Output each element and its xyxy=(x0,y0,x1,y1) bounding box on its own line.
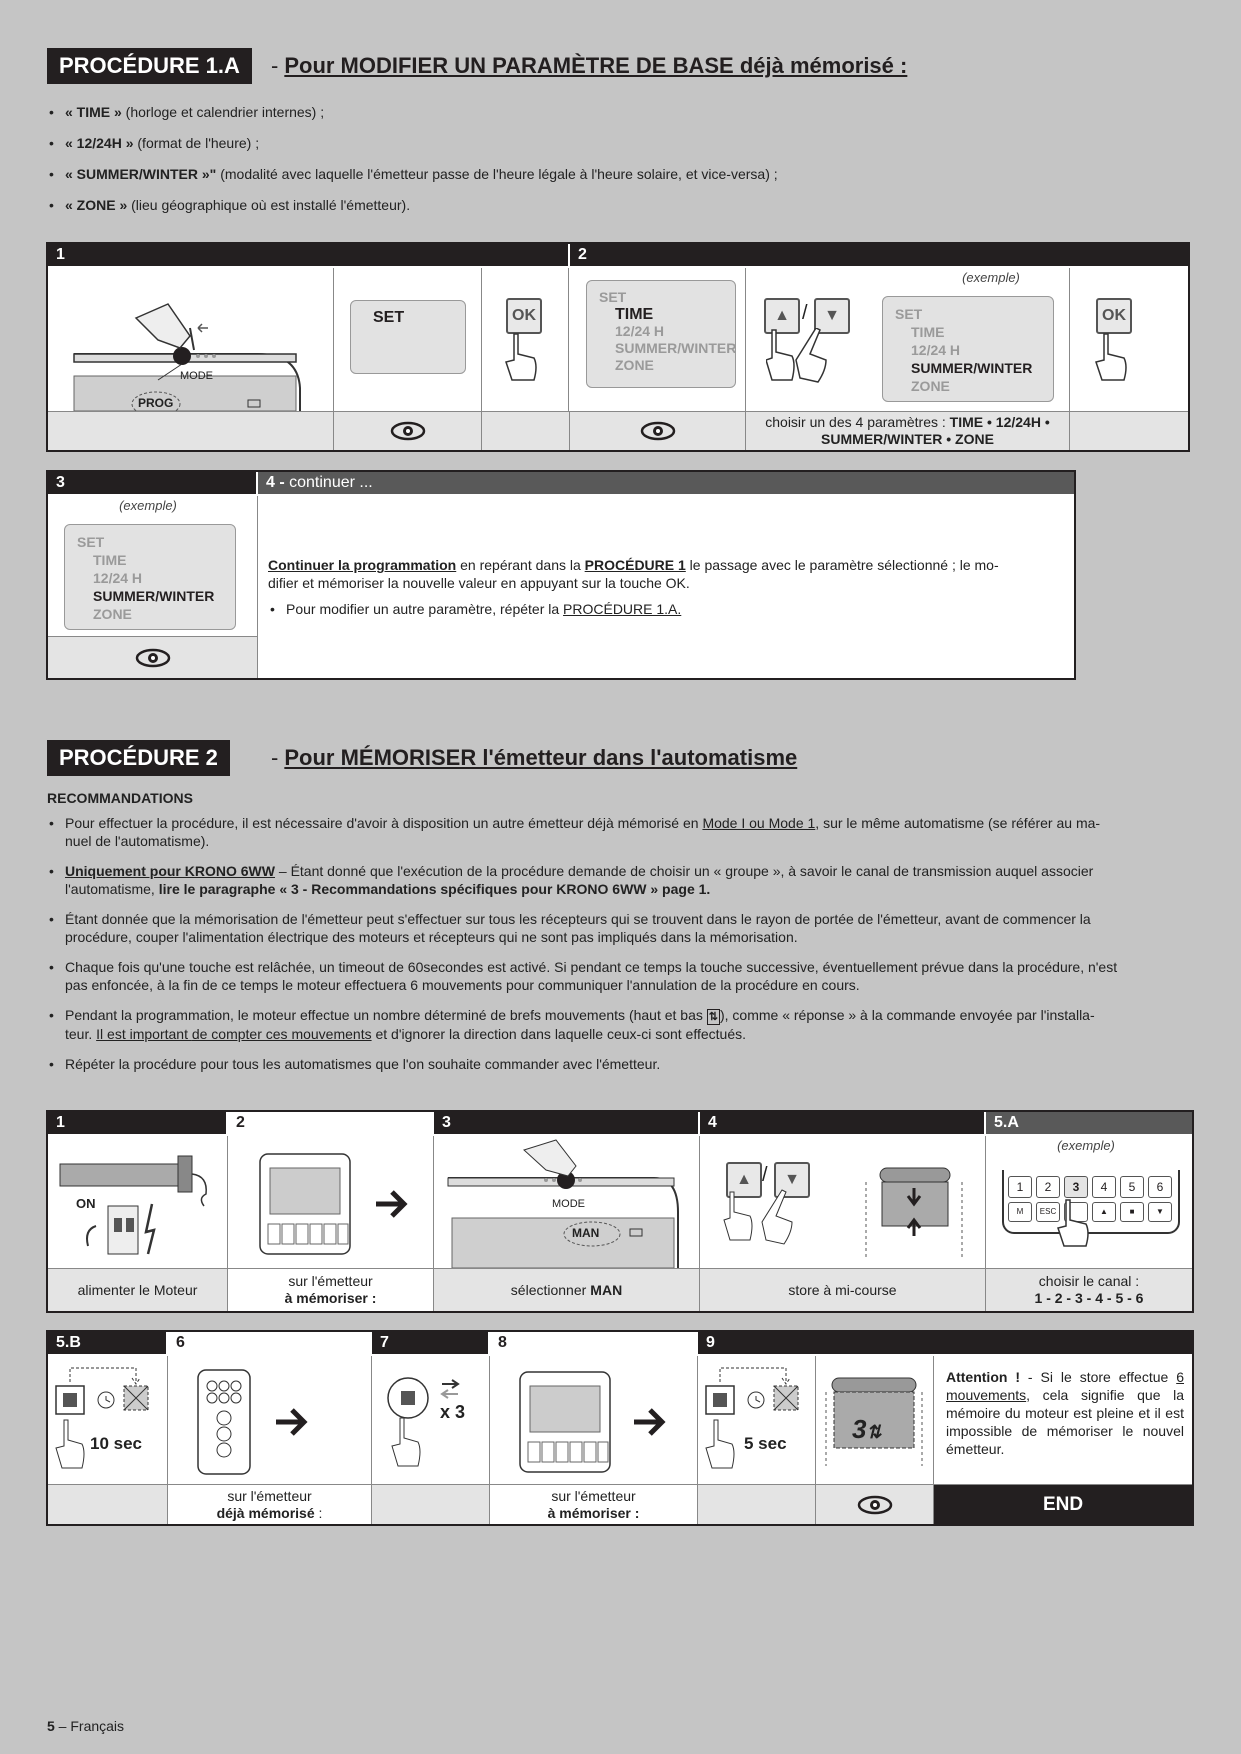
memorized-transmitter-icon xyxy=(168,1356,372,1484)
motor-power-icon xyxy=(48,1136,228,1268)
reco-5: • Pendant la programmation, le moteur effectue un nombre déterminé de brefs mouvements (haut et bas ⇅ ), comme « réponse » à la commande envoyée par l'installa- teur. Il est important de compter ces mouvements et d'ignorer la direction dans laquelle ceux-ci sont effectués. xyxy=(47,1006,1192,1043)
key-esc[interactable]: ESC xyxy=(1036,1202,1060,1222)
step-2-caption-b: choisir un des 4 paramètres : TIME • 12/24H • SUMMER/WINTER • ZONE xyxy=(746,411,1070,450)
bullet-time: • « TIME » (horloge et calendrier internes) ; xyxy=(47,103,1197,121)
step-2-menu-cell xyxy=(570,268,746,411)
procedure-2-badge: PROCÉDURE 2 xyxy=(47,740,230,776)
reco-1: • Pour effectuer la procédure, il est nécessaire d'avoir à disposition un autre émetteur déjà mémorisé en Mode I ou Mode 1, sur le même automatisme (se référer au ma- nuel de l'automatisme). xyxy=(47,814,1192,850)
p2-step-7-caption xyxy=(372,1484,490,1524)
p2-step-1-caption: alimenter le Moteur xyxy=(48,1268,228,1311)
p2-step-9-timer-cell xyxy=(698,1356,816,1484)
p2-step-8-cell xyxy=(490,1356,698,1484)
mode-label-2: MODE xyxy=(552,1198,585,1210)
ten-sec-label: 10 sec xyxy=(90,1434,142,1453)
set-screen: SET xyxy=(350,300,466,374)
attention-text: Attention ! - Si le store effectue 6 mouvements, cela signifie que la mémoire du moteur est pleine et il est impossible de mémoriser le nouvel émetteur. xyxy=(946,1369,1185,1457)
times-three-label: x 3 xyxy=(440,1402,466,1422)
on-label: ON xyxy=(76,1196,96,1211)
key-5[interactable]: 5 xyxy=(1120,1176,1144,1198)
key-stop[interactable]: ■ xyxy=(1120,1202,1144,1222)
p2-step-4-caption: store à mi-course xyxy=(700,1268,986,1311)
transmitter-to-memorize-icon xyxy=(490,1356,698,1484)
step-1-caption-a xyxy=(48,411,334,450)
up-down-arrows-icon: ⇅ xyxy=(866,1422,882,1442)
summer-winter-screen: SET TIME 12/24 H SUMMER/WINTER ZONE xyxy=(64,524,236,630)
p2-step-6-cell xyxy=(168,1356,372,1484)
p2-step-8-caption: sur l'émetteur à mémoriser : xyxy=(490,1484,698,1524)
end-label: END xyxy=(934,1484,1192,1524)
page-footer: 5 – Français xyxy=(47,1718,125,1734)
reco-6: • Répéter la procédure pour tous les automatismes que l'on souhaite commander avec l'émetteur. xyxy=(47,1055,1192,1073)
procedure-1a-badge: PROCÉDURE 1.A xyxy=(47,48,252,84)
step-4-cell xyxy=(258,496,1074,678)
procedure-1a-bullets xyxy=(47,103,1197,214)
procedure-2-steps-row-1 xyxy=(46,1110,1194,1313)
p2-step-5b-cell xyxy=(48,1356,168,1484)
fingers-press-icon xyxy=(766,328,836,388)
p2-step-2-cell xyxy=(228,1136,434,1268)
p2-step-5a-cell xyxy=(986,1136,1192,1268)
transmitter-arrow-icon xyxy=(228,1136,434,1268)
step-4-header: 4 - continuer ... xyxy=(258,472,1074,494)
p2-step-1-header: 1 xyxy=(48,1112,226,1134)
p2-step-5a-caption: choisir le canal : 1 - 2 - 3 - 4 - 5 - 6 xyxy=(986,1268,1192,1311)
eye-icon-4 xyxy=(857,1495,893,1515)
reco-3: • Étant donnée que la mémorisation de l'émetteur peut s'effectuer sur tous les récepteurs qui se trouvent dans le rayon de portée de l'émetteur, avant de commencer la procédure, couper l'alimentation électrique des moteurs et récepteurs qui ne sont pas impliqués dans la mémorisation. xyxy=(47,910,1192,946)
p2-step-5a-header: 5.A xyxy=(986,1112,1192,1134)
p2-step-5b-caption xyxy=(48,1484,168,1524)
p2-step-3-caption: sélectionner MAN xyxy=(434,1268,700,1311)
p2-step-6-header: 6 xyxy=(168,1332,370,1354)
up-down-icon: ⇅ xyxy=(708,1011,718,1023)
hold-button-timer-icon-2 xyxy=(698,1356,816,1484)
eye-icon-2 xyxy=(640,421,676,441)
bullet-summer-winter: • « SUMMER/WINTER »" (modalité avec laquelle l'émetteur passe de l'heure légale à l'heure solaire, et vice-versa) ; xyxy=(47,165,1197,183)
finger-press-icon xyxy=(504,332,544,382)
step-3-caption xyxy=(48,636,258,678)
p2-step-3-cell xyxy=(434,1136,700,1268)
down-arrow-button-2[interactable]: ▼ xyxy=(774,1162,810,1198)
step-2-caption-c xyxy=(1070,411,1188,450)
up-arrow-button[interactable]: ▲ xyxy=(764,298,800,334)
ok-button-2[interactable]: OK xyxy=(1096,298,1132,334)
recommendations-list xyxy=(47,814,1192,1073)
step-2-ok-cell[interactable] xyxy=(1070,268,1188,411)
press-three-times-icon xyxy=(372,1356,490,1484)
hold-button-timer-icon xyxy=(48,1356,168,1484)
step-1-header: 1 xyxy=(48,244,568,266)
step-3-header: 3 xyxy=(48,472,256,494)
p2-step-9-caption-b xyxy=(816,1484,934,1524)
p2-step-7-header: 7 xyxy=(372,1332,488,1354)
p2-step-2-caption: sur l'émetteur à mémoriser : xyxy=(228,1268,434,1311)
up-arrow-button-2[interactable]: ▲ xyxy=(726,1162,762,1198)
p2-step-9-header: 9 xyxy=(698,1332,1192,1354)
p2-step-8-header: 8 xyxy=(490,1332,696,1354)
key-6[interactable]: 6 xyxy=(1148,1176,1172,1198)
bullet-1224h: • « 12/24H » (format de l'heure) ; xyxy=(47,134,1197,152)
step-4-paragraph: Continuer la programmation en repérant dans la PROCÉDURE 1 le passage avec le paramètre sélectionné ; le mo- difier et mémoriser la nouvelle valeur en appuyant sur la touche OK. xyxy=(268,557,999,591)
key-m[interactable]: M xyxy=(1008,1202,1032,1222)
p2-step-4-header: 4 xyxy=(700,1112,984,1134)
bullet-zone: • « ZONE » (lieu géographique où est installé l'émetteur). xyxy=(47,196,1197,214)
finger-press-icon-2 xyxy=(1094,332,1134,382)
procedure-2-steps-row-2 xyxy=(46,1330,1194,1526)
step-2-navigate-cell xyxy=(746,268,1070,411)
eye-icon-3 xyxy=(135,648,171,668)
key-1[interactable]: 1 xyxy=(1008,1176,1032,1198)
procedure-1a-link[interactable]: PROCÉDURE 1.A. xyxy=(563,601,682,617)
reco-4: • Chaque fois qu'une touche est relâchée, un timeout de 60secondes est activé. Si pendant ce temps la touche successive, éventuellement prévue dans la procédure, n'est pas enfoncée, à la fin de ce temps le moteur effectuera 6 mouvements pour communiquer l'annulation de la procédure en cours. xyxy=(47,958,1192,994)
remote-device-top-icon xyxy=(48,268,334,411)
p2-step-5b-header: 5.B xyxy=(48,1332,166,1354)
p2-step-1-cell xyxy=(48,1136,228,1268)
p2-step-6-caption: sur l'émetteur déjà mémorisé : xyxy=(168,1484,372,1524)
example-label-3: (exemple) xyxy=(119,498,177,513)
procedure-2-title: - Pour MÉMORISER l'émetteur dans l'automatisme xyxy=(271,745,798,770)
mode-label: MODE xyxy=(180,370,213,382)
step-1-device-cell xyxy=(48,268,334,411)
step-4-bullet: • Pour modifier un autre paramètre, répéter la PROCÉDURE 1.A. xyxy=(268,600,1068,618)
ok-button[interactable]: OK xyxy=(506,298,542,334)
key-up[interactable]: ▲ xyxy=(1092,1202,1116,1222)
man-label: MAN xyxy=(572,1226,600,1240)
step-1-ok-cell[interactable] xyxy=(482,268,569,411)
example-label: (exemple) xyxy=(962,270,1020,285)
p2-step-9-store-cell xyxy=(816,1356,934,1484)
example-menu-screen: SET TIME 12/24 H SUMMER/WINTER ZONE xyxy=(882,296,1054,402)
step-3-cell xyxy=(48,496,258,636)
procedure-1a-steps-1-2 xyxy=(46,242,1190,452)
down-arrow-button[interactable]: ▼ xyxy=(814,298,850,334)
key-2[interactable]: 2 xyxy=(1036,1176,1060,1198)
three-moves-label: 3⇅ xyxy=(852,1414,882,1444)
step-1-caption-c xyxy=(482,411,570,450)
menu-screen: SET TIME 12/24 H SUMMER/WINTER ZONE xyxy=(586,280,736,388)
eye-icon xyxy=(390,421,426,441)
key-4[interactable]: 4 xyxy=(1092,1176,1116,1198)
step-2-caption-a xyxy=(570,411,746,450)
step-1-set-cell xyxy=(334,268,482,411)
p2-step-9-caption-a xyxy=(698,1484,816,1524)
slash-label: / xyxy=(802,302,808,324)
key-3[interactable]: 3 xyxy=(1064,1176,1088,1198)
finger-press-icon-5a xyxy=(1056,1198,1096,1248)
step-2-header: 2 xyxy=(570,244,1188,266)
five-sec-label: 5 sec xyxy=(744,1434,787,1453)
prog-label: PROG xyxy=(138,396,174,410)
procedure-1a-steps-3-4 xyxy=(46,470,1076,680)
key-down[interactable]: ▼ xyxy=(1148,1202,1172,1222)
p2-step-2-header: 2 xyxy=(228,1112,434,1134)
p2-step-4-cell xyxy=(700,1136,986,1268)
step-1-caption-b xyxy=(334,411,482,450)
p2-step-9-attention-cell xyxy=(934,1356,1192,1484)
procedure-1a-title: - Pour MODIFIER UN PARAMÈTRE DE BASE déjà mémorisé : xyxy=(271,53,908,78)
slash-label-2: / xyxy=(762,1164,768,1186)
store-half-course-icon xyxy=(700,1136,986,1268)
recommendations-heading: RECOMMANDATIONS xyxy=(47,790,193,806)
p2-step-3-header: 3 xyxy=(434,1112,698,1134)
reco-2: • Uniquement pour KRONO 6WW – Étant donné que l'exécution de la procédure demande de choisir un « groupe », à savoir le canal de transmission auquel associer l'automatisme, lire le paragraphe « 3 - Recommandations spécifiques pour KRONO 6WW » page 1. xyxy=(47,862,1192,898)
p2-step-7-cell xyxy=(372,1356,490,1484)
example-label-5a: (exemple) xyxy=(1057,1138,1115,1153)
